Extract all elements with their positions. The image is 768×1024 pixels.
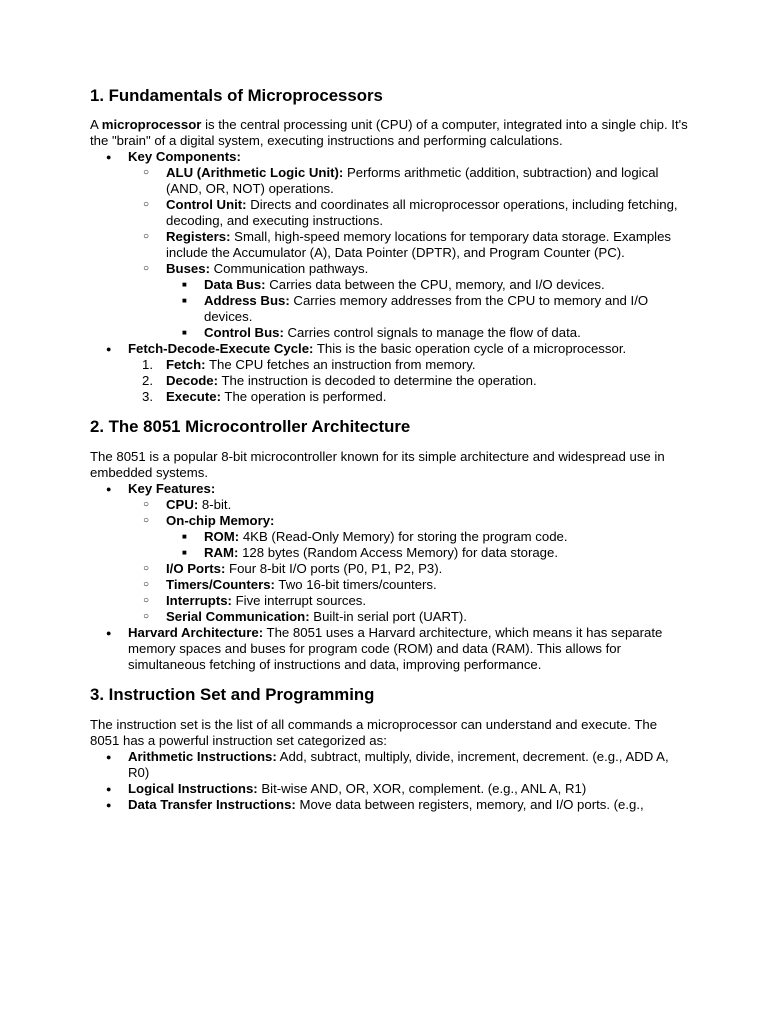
architecture-bullet-list <box>90 481 690 673</box>
item-term: RAM: <box>204 545 239 560</box>
step-number: 3. <box>142 389 153 404</box>
step-desc: The CPU fetches an instruction from memory. <box>205 357 476 372</box>
item-term: Data Transfer Instructions: <box>128 797 296 812</box>
item-desc: 128 bytes (Random Access Memory) for data storage. <box>238 545 559 560</box>
item-desc: Four 8-bit I/O ports (P0, P1, P2, P3). <box>225 561 443 576</box>
item-term: On-chip Memory: <box>166 513 275 528</box>
intro-text: A <box>90 117 102 132</box>
item-term: Fetch-Decode-Execute Cycle: <box>128 341 314 356</box>
key-components-label: Key Components: <box>128 149 241 164</box>
step-term: Execute: <box>166 389 221 404</box>
item-term: Arithmetic Instructions: <box>128 749 277 764</box>
buses-sub-list <box>166 277 690 341</box>
item-desc: This is the basic operation cycle of a microprocessor. <box>313 341 627 356</box>
list-item-step <box>128 373 690 389</box>
list-item-on-chip-memory <box>128 513 690 561</box>
intro-text: is the central processing unit (CPU) of a computer, integrated into a single chip. It's the "brain" of a digital system, executing instructions and performing calculations. <box>90 117 688 148</box>
step-desc: The instruction is decoded to determine the operation. <box>218 373 537 388</box>
item-term: Logical Instructions: <box>128 781 258 796</box>
list-item-arithmetic-instructions <box>90 749 690 781</box>
item-term: Address Bus: <box>204 293 290 308</box>
list-item-control-unit <box>128 197 690 229</box>
list-item-step <box>128 357 690 373</box>
memory-sub-list <box>166 529 690 561</box>
item-desc: Move data between registers, memory, and I/O ports. (e.g., <box>295 797 644 812</box>
list-item-registers <box>128 229 690 261</box>
item-term: Timers/Counters: <box>166 577 275 592</box>
list-item-address-bus <box>166 293 690 325</box>
item-term: ROM: <box>204 529 240 544</box>
intro-paragraph-microprocessor <box>90 117 690 149</box>
item-term: Data Bus: <box>204 277 266 292</box>
components-sub-list <box>128 165 690 341</box>
step-desc: The operation is performed. <box>220 389 387 404</box>
list-item-serial-communication <box>128 609 690 625</box>
list-item-timers-counters <box>128 577 690 593</box>
item-term: Serial Communication: <box>166 609 310 624</box>
key-features-label: Key Features: <box>128 481 216 496</box>
item-desc: Communication pathways. <box>209 261 369 276</box>
item-desc: Small, high-speed memory locations for temporary data storage. Examples include the Accumulator (A), Data Pointer (DPTR), and Program Counter (PC). <box>166 229 672 260</box>
item-term: Registers: <box>166 229 231 244</box>
item-desc: Carries data between the CPU, memory, and I/O devices. <box>265 277 605 292</box>
item-desc: Two 16-bit timers/counters. <box>274 577 437 592</box>
item-desc: Performs arithmetic (addition, subtraction) and logical (AND, OR, NOT) operations. <box>166 165 659 196</box>
step-number: 2. <box>142 373 153 388</box>
list-item-fetch-decode-execute <box>90 341 690 405</box>
item-term: CPU: <box>166 497 199 512</box>
intro-paragraph-instruction-set: The instruction set is the list of all commands a microprocessor can understand and execute. The 8051 has a powerful instruction set categorized as: <box>90 717 658 748</box>
features-sub-list <box>128 497 690 625</box>
list-item-key-features <box>90 481 690 625</box>
list-item-rom <box>166 529 690 545</box>
intro-paragraph-8051: The 8051 is a popular 8-bit microcontroller known for its simple architecture and widespread use in embedded systems. <box>90 449 665 480</box>
section-heading-instruction-set: 3. Instruction Set and Programming <box>90 685 375 704</box>
list-item-cpu <box>128 497 690 513</box>
item-term: Control Unit: <box>166 197 247 212</box>
microprocessor-term: microprocessor <box>101 117 202 132</box>
item-term: ALU (Arithmetic Logic Unit): <box>166 165 344 180</box>
item-term: Harvard Architecture: <box>128 625 264 640</box>
item-desc: Built-in serial port (UART). <box>309 609 467 624</box>
list-item-data-transfer-instructions <box>90 797 690 813</box>
list-item-ram <box>166 545 690 561</box>
fundamentals-bullet-list <box>90 149 690 405</box>
item-desc: The 8051 uses a Harvard architecture, which means it has separate memory spaces and buses for program code (ROM) and data (RAM). This allows for simultaneous fetching of instructions and data, improving performance. <box>128 625 663 672</box>
item-desc: Carries memory addresses from the CPU to memory and I/O devices. <box>204 293 649 324</box>
item-desc: Bit-wise AND, OR, XOR, complement. (e.g., ANL A, R1) <box>257 781 587 796</box>
list-item-interrupts <box>128 593 690 609</box>
item-desc: Directs and coordinates all microprocessor operations, including fetching, decoding, and executing instructions. <box>166 197 678 228</box>
list-item-logical-instructions <box>90 781 690 797</box>
section-heading-8051-architecture: 2. The 8051 Microcontroller Architecture <box>90 417 411 436</box>
list-item-harvard-architecture <box>90 625 690 673</box>
list-item-alu <box>128 165 690 197</box>
step-term: Fetch: <box>166 357 206 372</box>
list-item-buses <box>128 261 690 341</box>
list-item-key-components <box>90 149 690 341</box>
cycle-steps-list <box>128 357 690 405</box>
list-item-step <box>128 389 690 405</box>
instruction-categories-list <box>90 749 690 813</box>
item-desc: 8-bit. <box>198 497 232 512</box>
list-item-data-bus <box>166 277 690 293</box>
item-term: I/O Ports: <box>166 561 226 576</box>
item-desc: Five interrupt sources. <box>231 593 367 608</box>
section-heading-fundamentals: 1. Fundamentals of Microprocessors <box>90 86 383 105</box>
item-term: Control Bus: <box>204 325 284 340</box>
list-item-io-ports <box>128 561 690 577</box>
step-number: 1. <box>142 357 153 372</box>
step-term: Decode: <box>166 373 219 388</box>
document-page <box>90 86 690 813</box>
item-desc: 4KB (Read-Only Memory) for storing the program code. <box>239 529 568 544</box>
list-item-control-bus <box>166 325 690 341</box>
item-desc: Add, subtract, multiply, divide, increment, decrement. (e.g., ADD A, R0) <box>128 749 669 780</box>
item-desc: Carries control signals to manage the flow of data. <box>283 325 581 340</box>
item-term: Interrupts: <box>166 593 232 608</box>
item-term: Buses: <box>166 261 210 276</box>
